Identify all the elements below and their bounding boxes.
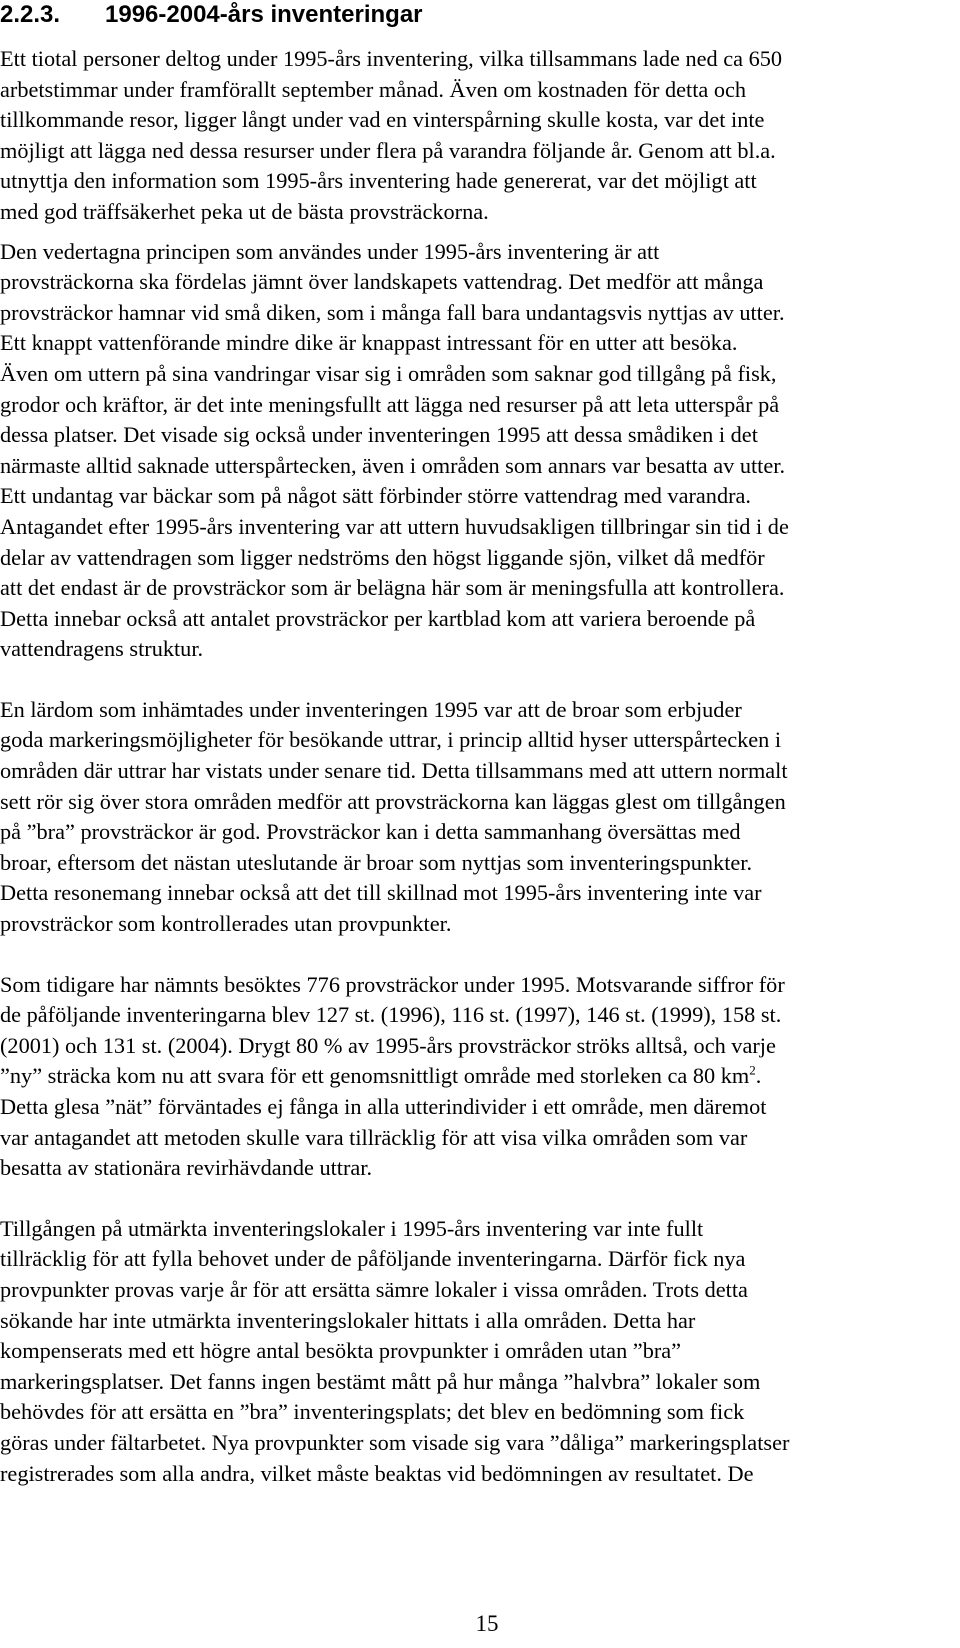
text-line: Tillgången på utmärkta inventeringslokaler i 1995-års inventering var inte fullt — [0, 1215, 704, 1241]
text-line: En lärdom som inhämtades under inventeringen 1995 var att de broar som erbjuder — [0, 696, 742, 722]
page-number-value: 15 — [475, 1611, 499, 1636]
text-line: Antagandet efter 1995-års inventering var att uttern huvudsakligen tillbringar sin tid i de — [0, 513, 789, 539]
section-heading — [0, 0, 423, 30]
section-number: 2.2.3. — [0, 1, 61, 28]
text-line: provsträckor hamnar vid små diken, som i många fall bara undantagsvis nyttjas av utter. — [0, 299, 785, 325]
page-number — [0, 1610, 960, 1638]
text-line: sett rör sig över stora områden medför att provsträckorna kan läggas glest om tillgången — [0, 788, 786, 814]
text-line: broar, eftersom det nästan uteslutande är broar som nyttjas som inventeringspunkter. — [0, 849, 753, 875]
text-line: registrerades som alla andra, vilket måste beaktas vid bedömningen av resultatet. De — [0, 1460, 754, 1486]
text-line: att det endast är de provsträckor som är belägna här som är meningsfulla att kontrollera. — [0, 575, 785, 601]
text-line-content: ”ny” sträcka kom nu att svara för ett genomsnittligt område med storleken ca 80 km — [0, 1063, 750, 1089]
text-line: Som tidigare har nämnts besöktes 776 provsträckor under 1995. Motsvarande siffror för — [0, 971, 785, 997]
paragraph-1 — [0, 44, 958, 228]
body-text — [0, 44, 958, 1489]
text-line: behövdes för att ersätta en ”bra” inventeringsplats; det blev en bedömning som fick — [0, 1399, 745, 1425]
paragraph-5 — [0, 1214, 958, 1489]
text-line: Ett tiotal personer deltog under 1995-års inventering, vilka tillsammans lade ned ca 650 — [0, 46, 783, 71]
text-line: arbetstimmar under framförallt september månad. Även om kostnaden för detta och — [0, 76, 747, 102]
text-line: tillräcklig för att fylla behovet under de påföljande inventeringarna. Därför fick nya — [0, 1246, 746, 1272]
text-line: områden där uttrar har vistats under senare tid. Detta tillsammans med att uttern normalt — [0, 758, 788, 784]
text-line: på ”bra” provsträckor är god. Provsträckor kan i detta sammanhang översättas med — [0, 819, 741, 845]
text-line: närmaste alltid saknade utterspårtecken, även i områden som annars var besatta av utter. — [0, 452, 786, 478]
section-title: 1996-2004-års inventeringar — [105, 1, 423, 28]
line-end-punctuation: . — [755, 1063, 762, 1089]
text-line: goda markeringsmöjligheter för besökande uttrar, i princip alltid hyser utterspårtecken i — [0, 727, 782, 753]
text-line: grodor och kräftor, är det inte meningsfullt att lägga ned resurser på att leta utterspår på — [0, 391, 780, 417]
text-line: vattendragens struktur. — [0, 636, 204, 662]
text-line: Den vedertagna principen som användes under 1995-års inventering är att — [0, 238, 660, 264]
text-line: möjligt att lägga ned dessa resurser under flera på varandra följande år. Genom att bl.a. — [0, 137, 776, 163]
text-line: med god träffsäkerhet peka ut de bästa provsträckorna. — [0, 198, 489, 224]
text-line: markeringsplatser. Det fanns ingen bestämt mått på hur många ”halvbra” lokaler som — [0, 1368, 761, 1394]
text-line: Detta resonemang innebar också att det till skillnad mot 1995-års inventering inte var — [0, 880, 762, 906]
text-line: kompenserats med ett högre antal besökta provpunkter i områden utan ”bra” — [0, 1338, 682, 1364]
superscript: 2 — [749, 1062, 756, 1078]
text-line: (2001) och 131 st. (2004). Drygt 80 % av 1995-års provsträckor ströks alltså, och varje — [0, 1032, 776, 1058]
text-line: Även om uttern på sina vandringar visar sig i områden som saknar god tillgång på fisk, — [0, 360, 777, 386]
text-line: sökande har inte utmärkta inventeringslokaler hittats i alla områden. Detta har — [0, 1307, 696, 1333]
text-line: Detta innebar också att antalet provsträckor per kartblad kom att variera beroende på — [0, 605, 756, 631]
paragraph-4 — [0, 970, 958, 1184]
text-line: delar av vattendragen som ligger nedströms den högst liggande sjön, vilket då medför — [0, 544, 765, 570]
text-line: de påföljande inventeringarna blev 127 st. (1996), 116 st. (1997), 146 st. (1999), 158 st. — [0, 1002, 782, 1028]
paragraph-2 — [0, 237, 958, 665]
text-line: Ett undantag var bäckar som på något sätt förbinder större vattendrag med varandra. — [0, 483, 751, 509]
text-line-with-superscript — [0, 1061, 958, 1092]
text-line: besatta av stationära revirhävdande uttrar. — [0, 1155, 373, 1181]
text-line: Detta glesa ”nät” förväntades ej fånga in alla utterindivider i ett område, men däremot — [0, 1094, 767, 1119]
text-line: Ett knappt vattenförande mindre dike är knappast intressant för en utter att besöka. — [0, 330, 738, 356]
text-line: provsträckor som kontrollerades utan provpunkter. — [0, 911, 452, 937]
text-line: provsträckorna ska fördelas jämnt över landskapets vattendrag. Det medför att många — [0, 269, 764, 295]
paragraph-3 — [0, 695, 958, 940]
text-line: provpunkter provas varje år för att ersätta sämre lokaler i vissa områden. Trots detta — [0, 1276, 748, 1302]
text-line: tillkommande resor, ligger långt under vad en vinterspårning skulle kosta, var det inte — [0, 107, 765, 133]
text-line: dessa platser. Det visade sig också under inventeringen 1995 att dessa smådiken i det — [0, 422, 758, 448]
text-line: var antagandet att metoden skulle vara tillräcklig för att visa vilka områden som var — [0, 1124, 748, 1150]
text-line: göras under fältarbetet. Nya provpunkter som visade sig vara ”dåliga” markeringsplatser — [0, 1429, 790, 1455]
text-line: utnyttja den information som 1995-års inventering hade genererat, var det möjligt att — [0, 168, 757, 194]
